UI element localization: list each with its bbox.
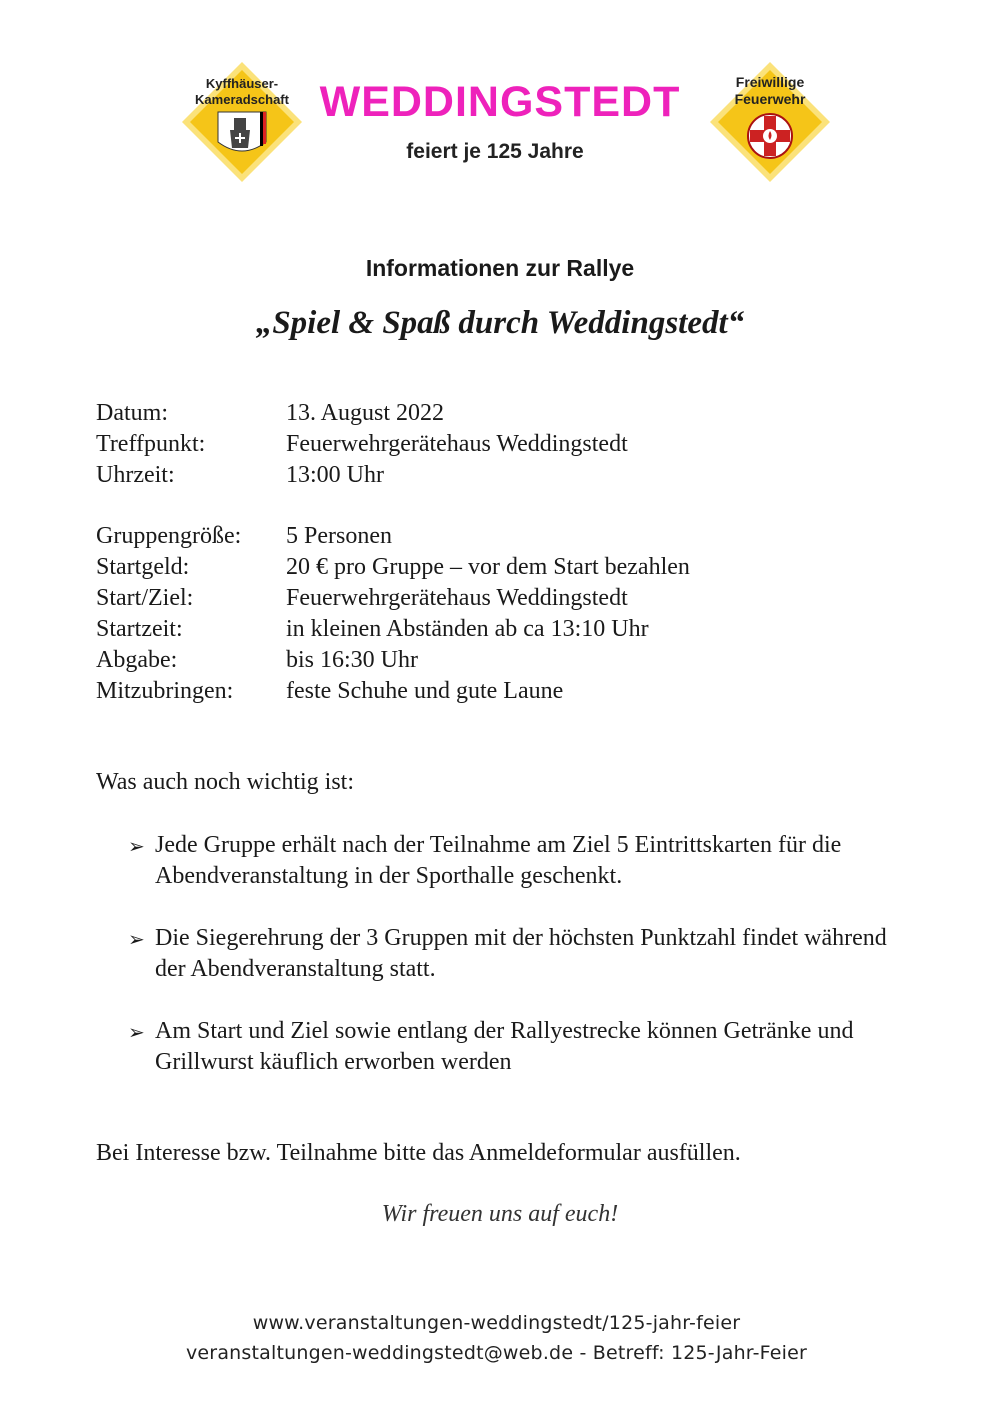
detail-value: Feuerwehrgerätehaus Weddingstedt — [286, 431, 628, 457]
detail-label: Gruppengröße: — [96, 523, 242, 549]
event-details-rally — [96, 521, 690, 707]
detail-value: bis 16:30 Uhr — [286, 647, 418, 673]
detail-value: Feuerwehrgerätehaus Weddingstedt — [286, 585, 628, 611]
detail-row-meeting-point — [96, 429, 628, 460]
logo-left-line2: Kameradschaft — [195, 92, 289, 107]
important-heading: Was auch noch wichtig ist: — [96, 769, 355, 795]
detail-row-time — [96, 460, 628, 491]
detail-row-start-finish — [96, 583, 690, 614]
detail-value: 5 Personen — [286, 523, 392, 549]
list-item — [128, 1016, 908, 1078]
detail-value: feste Schuhe und gute Laune — [286, 678, 564, 704]
detail-row-bring-along — [96, 676, 690, 707]
page-title: WEDDINGSTEDT — [319, 78, 681, 126]
detail-label: Datum: — [96, 400, 168, 426]
logo-right-line2: Feuerwehr — [734, 91, 806, 107]
logo-left-line1: Kyffhäuser- — [205, 76, 279, 91]
detail-label: Startgeld: — [96, 554, 190, 580]
detail-label: Startzeit: — [96, 616, 183, 642]
detail-row-start-time — [96, 614, 690, 645]
list-item-text: Jede Gruppe erhält nach der Teilnahme am Ziel 5 Eintrittskarten für die Abendveranstaltung in der Sporthalle geschenkt. — [155, 832, 842, 889]
event-details-basic — [96, 398, 628, 491]
detail-row-group-size — [96, 521, 690, 552]
detail-row-entry-fee — [96, 552, 690, 583]
detail-label: Start/Ziel: — [96, 585, 194, 611]
detail-label: Abgabe: — [96, 647, 178, 673]
detail-row-date — [96, 398, 628, 429]
detail-value: 13:00 Uhr — [286, 462, 384, 488]
page-subtitle: feiert je 125 Jahre — [406, 140, 584, 163]
interest-note: Bei Interesse bzw. Teilnahme bitte das Anmeldeformular ausfüllen. — [96, 1140, 741, 1166]
arrow-bullet-icon: ➢ — [128, 929, 145, 951]
footer-email: veranstaltungen-weddingstedt@web.de - Betreff: 125-Jahr-Feier — [185, 1342, 808, 1364]
arrow-bullet-icon: ➢ — [128, 836, 145, 858]
list-item — [128, 923, 908, 985]
detail-label: Uhrzeit: — [96, 462, 175, 488]
list-item-text: Am Start und Ziel sowie entlang der Rallyestrecke können Getränke und Grillwurst käuflich erworben werden — [155, 1018, 854, 1075]
detail-value: 20 € pro Gruppe – vor dem Start bezahlen — [286, 554, 690, 580]
important-list — [128, 830, 908, 1109]
rally-title: „Spiel & Spaß durch Weddingstedt“ — [255, 305, 745, 341]
detail-row-submission — [96, 645, 690, 676]
detail-label: Treffpunkt: — [96, 431, 206, 457]
list-item — [128, 830, 908, 892]
closing-line: Wir freuen uns auf euch! — [381, 1201, 619, 1227]
logo-right-line1: Freiwillige — [735, 74, 805, 90]
list-item-text: Die Siegerehrung der 3 Gruppen mit der höchsten Punktzahl findet während der Abendveranstaltung statt. — [155, 925, 887, 982]
info-heading: Informationen zur Rallye — [365, 255, 635, 281]
detail-value: 13. August 2022 — [286, 400, 445, 426]
footer-website: www.veranstaltungen-weddingstedt/125-jahr-feier — [252, 1312, 741, 1334]
detail-value: in kleinen Abständen ab ca 13:10 Uhr — [286, 616, 649, 642]
arrow-bullet-icon: ➢ — [128, 1022, 145, 1044]
detail-label: Mitzubringen: — [96, 678, 234, 704]
